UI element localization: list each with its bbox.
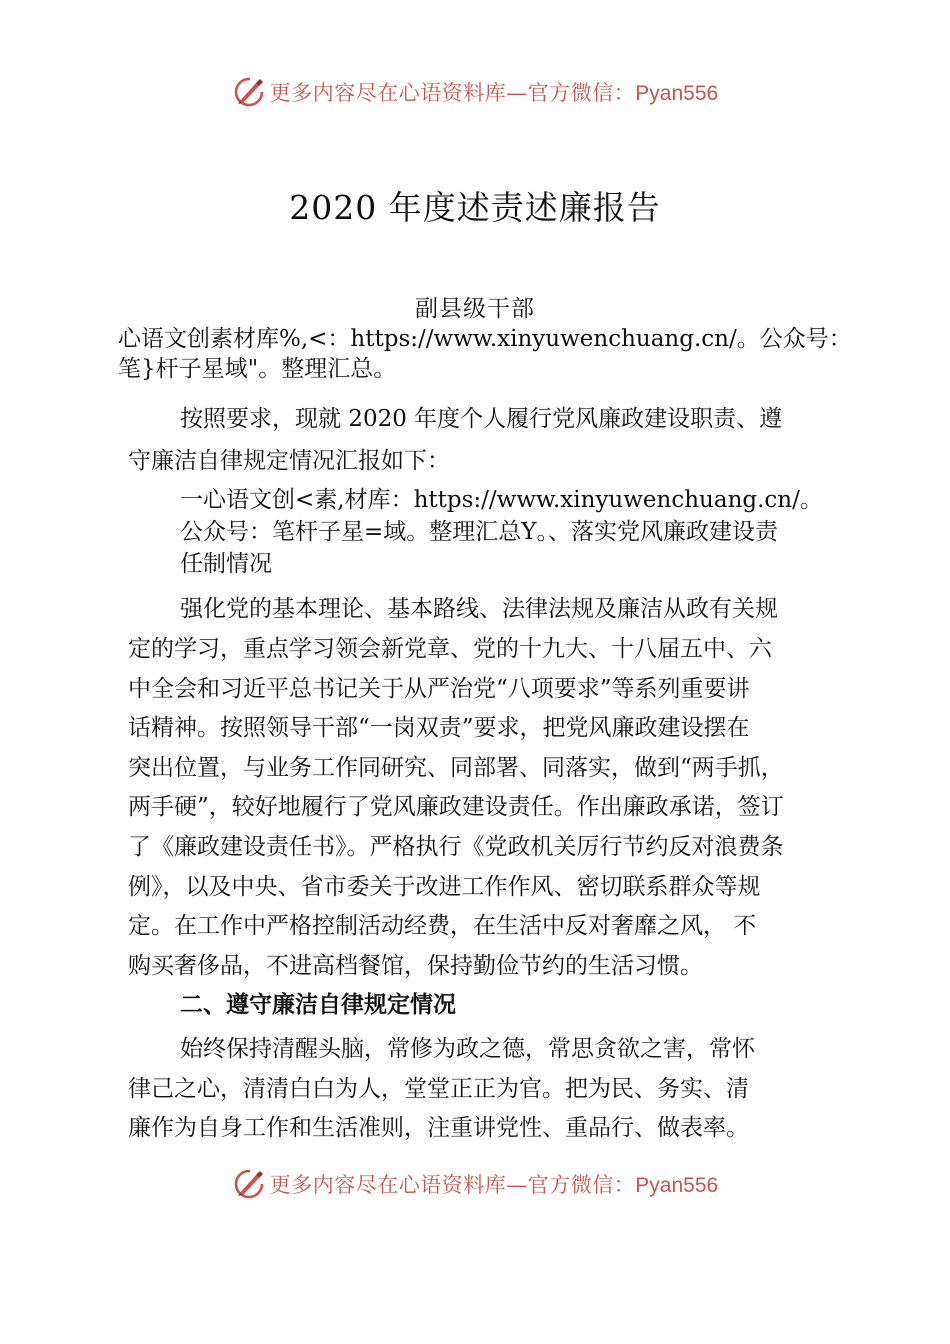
paragraph-line: 突出位置，与业务工作同研究、同部署、同落实，做到“两手抓，	[128, 755, 784, 781]
banner-text	[270, 1169, 718, 1199]
paragraph-line: 律己之心，清清白白为人，堂堂正正为官。把为民、务实、清	[128, 1076, 749, 1102]
paragraph-line: 守廉洁自律规定情况汇报如下：	[128, 448, 450, 474]
footer-banner	[0, 1166, 950, 1202]
banner-wechat-id: Pyan556	[635, 82, 719, 105]
paragraph-line: 定。在工作中严格控制活动经费，在生活中反对奢靡之风， 不	[128, 913, 757, 939]
banner-text	[270, 77, 718, 107]
author-line: 副县级干部	[415, 296, 535, 322]
banner-label: 更多内容尽在心语资料库—官方微信：	[269, 1173, 636, 1197]
paragraph-line: 中全会和习近平总书记关于从严治党“八项要求”等系列重要讲	[128, 676, 750, 702]
paragraph-line: 两手硬”，较好地履行了党风廉政建设责任。作出廉政承诺，签订	[128, 794, 784, 820]
section-heading-line: 公众号：笔杆子星=域。整理汇总Y。、落实党风廉政建设责	[180, 519, 778, 545]
pen-circle-logo-icon	[232, 1167, 266, 1201]
banner-wechat-id: Pyan556	[635, 1174, 719, 1197]
paragraph-line: 按照要求，现就 2020 年度个人履行党风廉政建设职责、遵	[180, 406, 783, 432]
section-heading-line: 任制情况	[180, 551, 272, 577]
paragraph-line: 话精神。按照领导干部“一岗双责”要求，把党风廉政建设摆在	[128, 715, 750, 741]
paragraph-line: 一心语文创<素,材库：https://www.xinyuwenchuang.cn/。	[180, 487, 823, 513]
paragraph-line: 购买奢侈品，不进高档餐馆，保持勤俭节约的生活习惯。	[128, 953, 703, 979]
page-title: 2020 年度述责述廉报告	[289, 188, 661, 227]
paragraph-line: 始终保持清醒头脑，常修为政之德，常思贪欲之害，常怀	[180, 1036, 755, 1062]
paragraph-line: 了《廉政建设责任书》。严格执行《党政机关厉行节约反对浪费条	[128, 834, 784, 860]
paragraph-line: 笔}杆子星域"。整理汇总。	[118, 356, 397, 382]
pen-circle-logo-icon	[232, 75, 266, 109]
section-heading: 二、遵守廉洁自律规定情况	[180, 991, 456, 1018]
paragraph-line: 廉作为自身工作和生活准则，注重讲党性、重品行、做表率。	[128, 1115, 749, 1141]
paragraph-line: 定的学习，重点学习领会新党章、党的十九大、十八届五中、六	[128, 636, 772, 662]
header-banner	[0, 74, 950, 110]
banner-label: 更多内容尽在心语资料库—官方微信：	[269, 81, 636, 105]
paragraph-line: 例》，以及中央、省市委关于改进工作作风、密切联系群众等规	[128, 874, 761, 900]
paragraph-line: 心语文创素材库%,<：https://www.xinyuwenchuang.cn/。公众号：	[118, 326, 852, 352]
paragraph-line: 强化党的基本理论、基本路线、法律法规及廉洁从政有关规	[180, 596, 778, 622]
